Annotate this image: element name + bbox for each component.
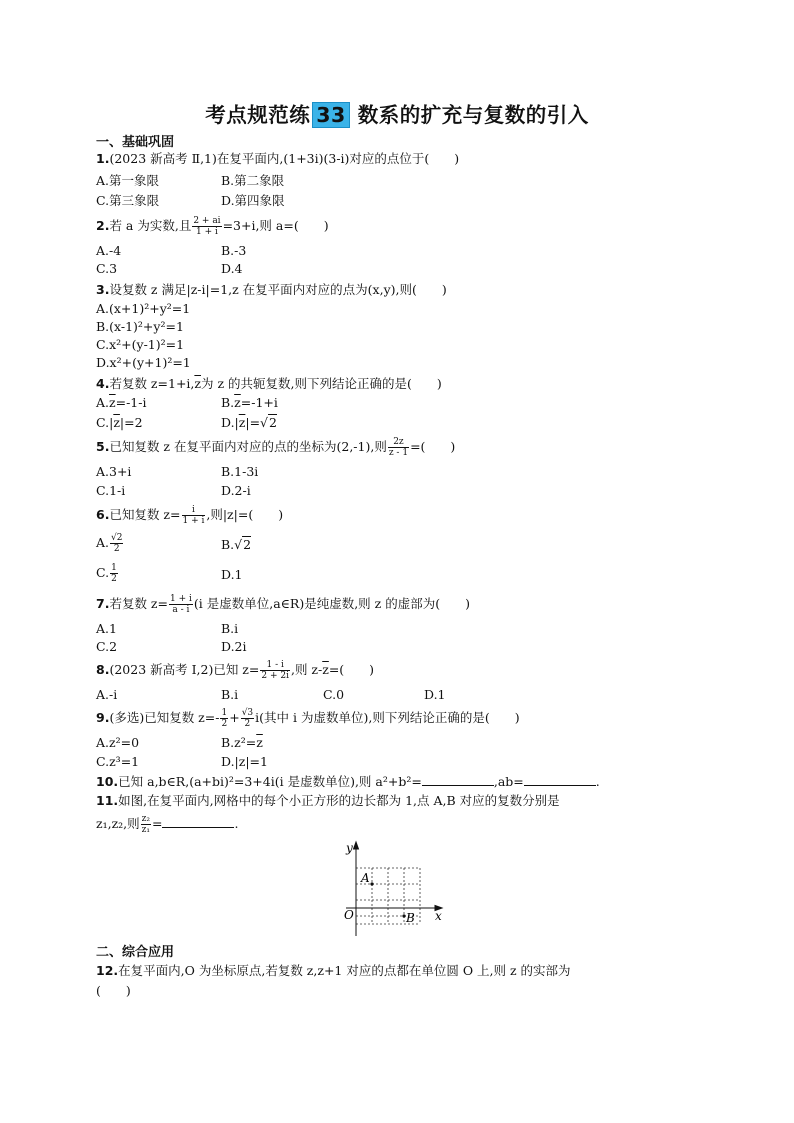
q6-option-d: D.1 — [221, 567, 243, 582]
q3-option-a: A.(x+1)²+y²=1 — [96, 301, 191, 316]
question-4: 4.若复数 $z=1+i,\overline{z}$为 z 的共轭复数,则下列结论正确的是( ) — [96, 376, 442, 391]
question-1: 1.(2023 新高考 Ⅱ,1)在复平面内,(1+3i)(3-i)对应的点位于( ) — [96, 151, 460, 166]
origin-label: O — [344, 908, 354, 922]
q9-option-d: D.|z|=1 — [221, 754, 268, 769]
q2-option-b: B.-3 — [221, 243, 247, 258]
question-3: 3.设复数 z 满足|z-i|=1,z 在复平面内对应的点为(x,y),则( ) — [96, 282, 447, 297]
question-5: 5.已知复数 z 在复平面内对应的点的坐标为(2,-1),则 $\frac{2z}{z - 1}$ =( ) — [96, 437, 456, 458]
q10-blank-2 — [524, 773, 596, 786]
point-a-marker — [370, 882, 373, 885]
point-b-label: B — [406, 911, 415, 925]
q2-option-c: C.3 — [96, 261, 118, 276]
q8-option-c: C.0 — [323, 687, 345, 702]
q3-option-b: B.(x-1)²+y²=1 — [96, 319, 184, 334]
x-axis-label: x — [435, 909, 442, 923]
q4-option-c: $C.|\overline{z}|=2$ — [96, 415, 143, 430]
q5-option-b: B.1-3i — [221, 464, 259, 479]
q5-option-d: D.2-i — [221, 483, 251, 498]
q1-option-b: B.第二象限 — [221, 173, 285, 188]
q2-fraction: $\frac{2 + ai}{1 + i}$ — [193, 216, 221, 237]
q1-option-c: C.第三象限 — [96, 193, 160, 208]
q1-option-a: A.第一象限 — [96, 173, 160, 188]
q9-option-a: A.z²=0 — [96, 735, 140, 750]
q5-option-a: A.3+i — [96, 464, 132, 479]
title-number-badge: 33 — [312, 102, 350, 128]
question-12: 12.在复平面内,O 为坐标原点,若复数 z,z+1 对应的点都在单位圆 O 上,则 z 的实部为 — [96, 963, 571, 978]
question-9: 9.(多选)已知复数 z=- $\frac{1}{2}$ + $\frac{√3}{2}$ i(其中 i 为虚数单位),则下列结论正确的是( ) — [96, 708, 520, 729]
q7-option-a: A.1 — [96, 621, 117, 636]
q6-option-a: A. $\frac{√2}{2}$ — [96, 533, 123, 554]
q4-option-b: $B.\overline{z}=-1+i$ — [221, 395, 278, 410]
q5-option-c: C.1-i — [96, 483, 126, 498]
question-11: 11.如图,在复平面内,网格中的每个小正方形的边长都为 1,点 A,B 对应的复数分别是 — [96, 793, 560, 808]
q7-option-c: C.2 — [96, 639, 118, 654]
q7-option-b: B.i — [221, 621, 239, 636]
y-axis-label: y — [346, 841, 353, 855]
page-title — [0, 98, 794, 128]
q5-fraction: $\frac{2z}{z - 1}$ — [388, 437, 409, 458]
question-2: 2.若 a 为实数,且 $\frac{2 + ai}{1 + i}$ =3+i,则 a=( ) — [96, 216, 329, 237]
title-main: 数系的扩充与复数的引入 — [357, 103, 589, 127]
q11-blank — [162, 815, 234, 828]
q9-option-c: C.z³=1 — [96, 754, 140, 769]
question-8: 8.(2023 新高考 Ⅰ,2)已知 z= $\frac{1 - i}{2 + 2i}$ ,则 $z-\overline{z}=$( ) — [96, 660, 375, 681]
q7-fraction: $\frac{1 + i}{a - i}$ — [170, 594, 192, 615]
section-heading-comprehensive: 二、综合应用 — [96, 945, 175, 960]
q3-option-c: C.x²+(y-1)²=1 — [96, 337, 185, 352]
q10-blank-1 — [422, 773, 494, 786]
question-10: 10.已知 a,b∈R,(a+bi)²=3+4i(i 是虚数单位),则 a²+b²= ,ab= . — [96, 774, 600, 789]
complex-plane-grid-figure — [338, 838, 448, 940]
q3-option-d: D.x²+(y+1)²=1 — [96, 355, 191, 370]
q8-option-d: D.1 — [424, 687, 446, 702]
q2-option-d: D.4 — [221, 261, 243, 276]
question-12-line-2: ( ) — [96, 983, 131, 998]
q8-option-b: B.i — [221, 687, 239, 702]
q4-option-a: $A.\overline{z}=-1-i$ — [96, 395, 147, 410]
q6-option-b: B.√2 — [221, 537, 252, 552]
point-a-label: A — [361, 871, 370, 885]
q6-fraction: $\frac{i}{1 + i}$ — [182, 505, 205, 526]
title-prefix: 考点规范练 — [205, 103, 311, 127]
q1-option-d: D.第四象限 — [221, 193, 285, 208]
q8-option-a: A.-i — [96, 687, 118, 702]
question-7: 7.若复数 z= $\frac{1 + i}{a - i}$ (i 是虚数单位,a∈R)是纯虚数,则 z 的虚部为( ) — [96, 594, 470, 615]
question-6: 6.已知复数 z= $\frac{i}{1 + i}$ ,则|z|=( ) — [96, 505, 284, 526]
q6-option-c: C. $\frac{1}{2}$ — [96, 563, 117, 584]
q8-fraction: $\frac{1 - i}{2 + 2i}$ — [261, 660, 289, 681]
section-heading-basic: 一、基础巩固 — [96, 135, 175, 150]
q9-option-b: $B.z^2=\overline{z}$ — [221, 735, 263, 750]
q2-option-a: A.-4 — [96, 243, 122, 258]
question-11-line-2: z₁,z₂,则 $\frac{\text{z₂}}{\text{z₁}}$ = . — [96, 814, 239, 835]
q7-option-d: D.2i — [221, 639, 247, 654]
q4-option-d: $D.|\overline{z}|=√2$ — [221, 415, 277, 430]
